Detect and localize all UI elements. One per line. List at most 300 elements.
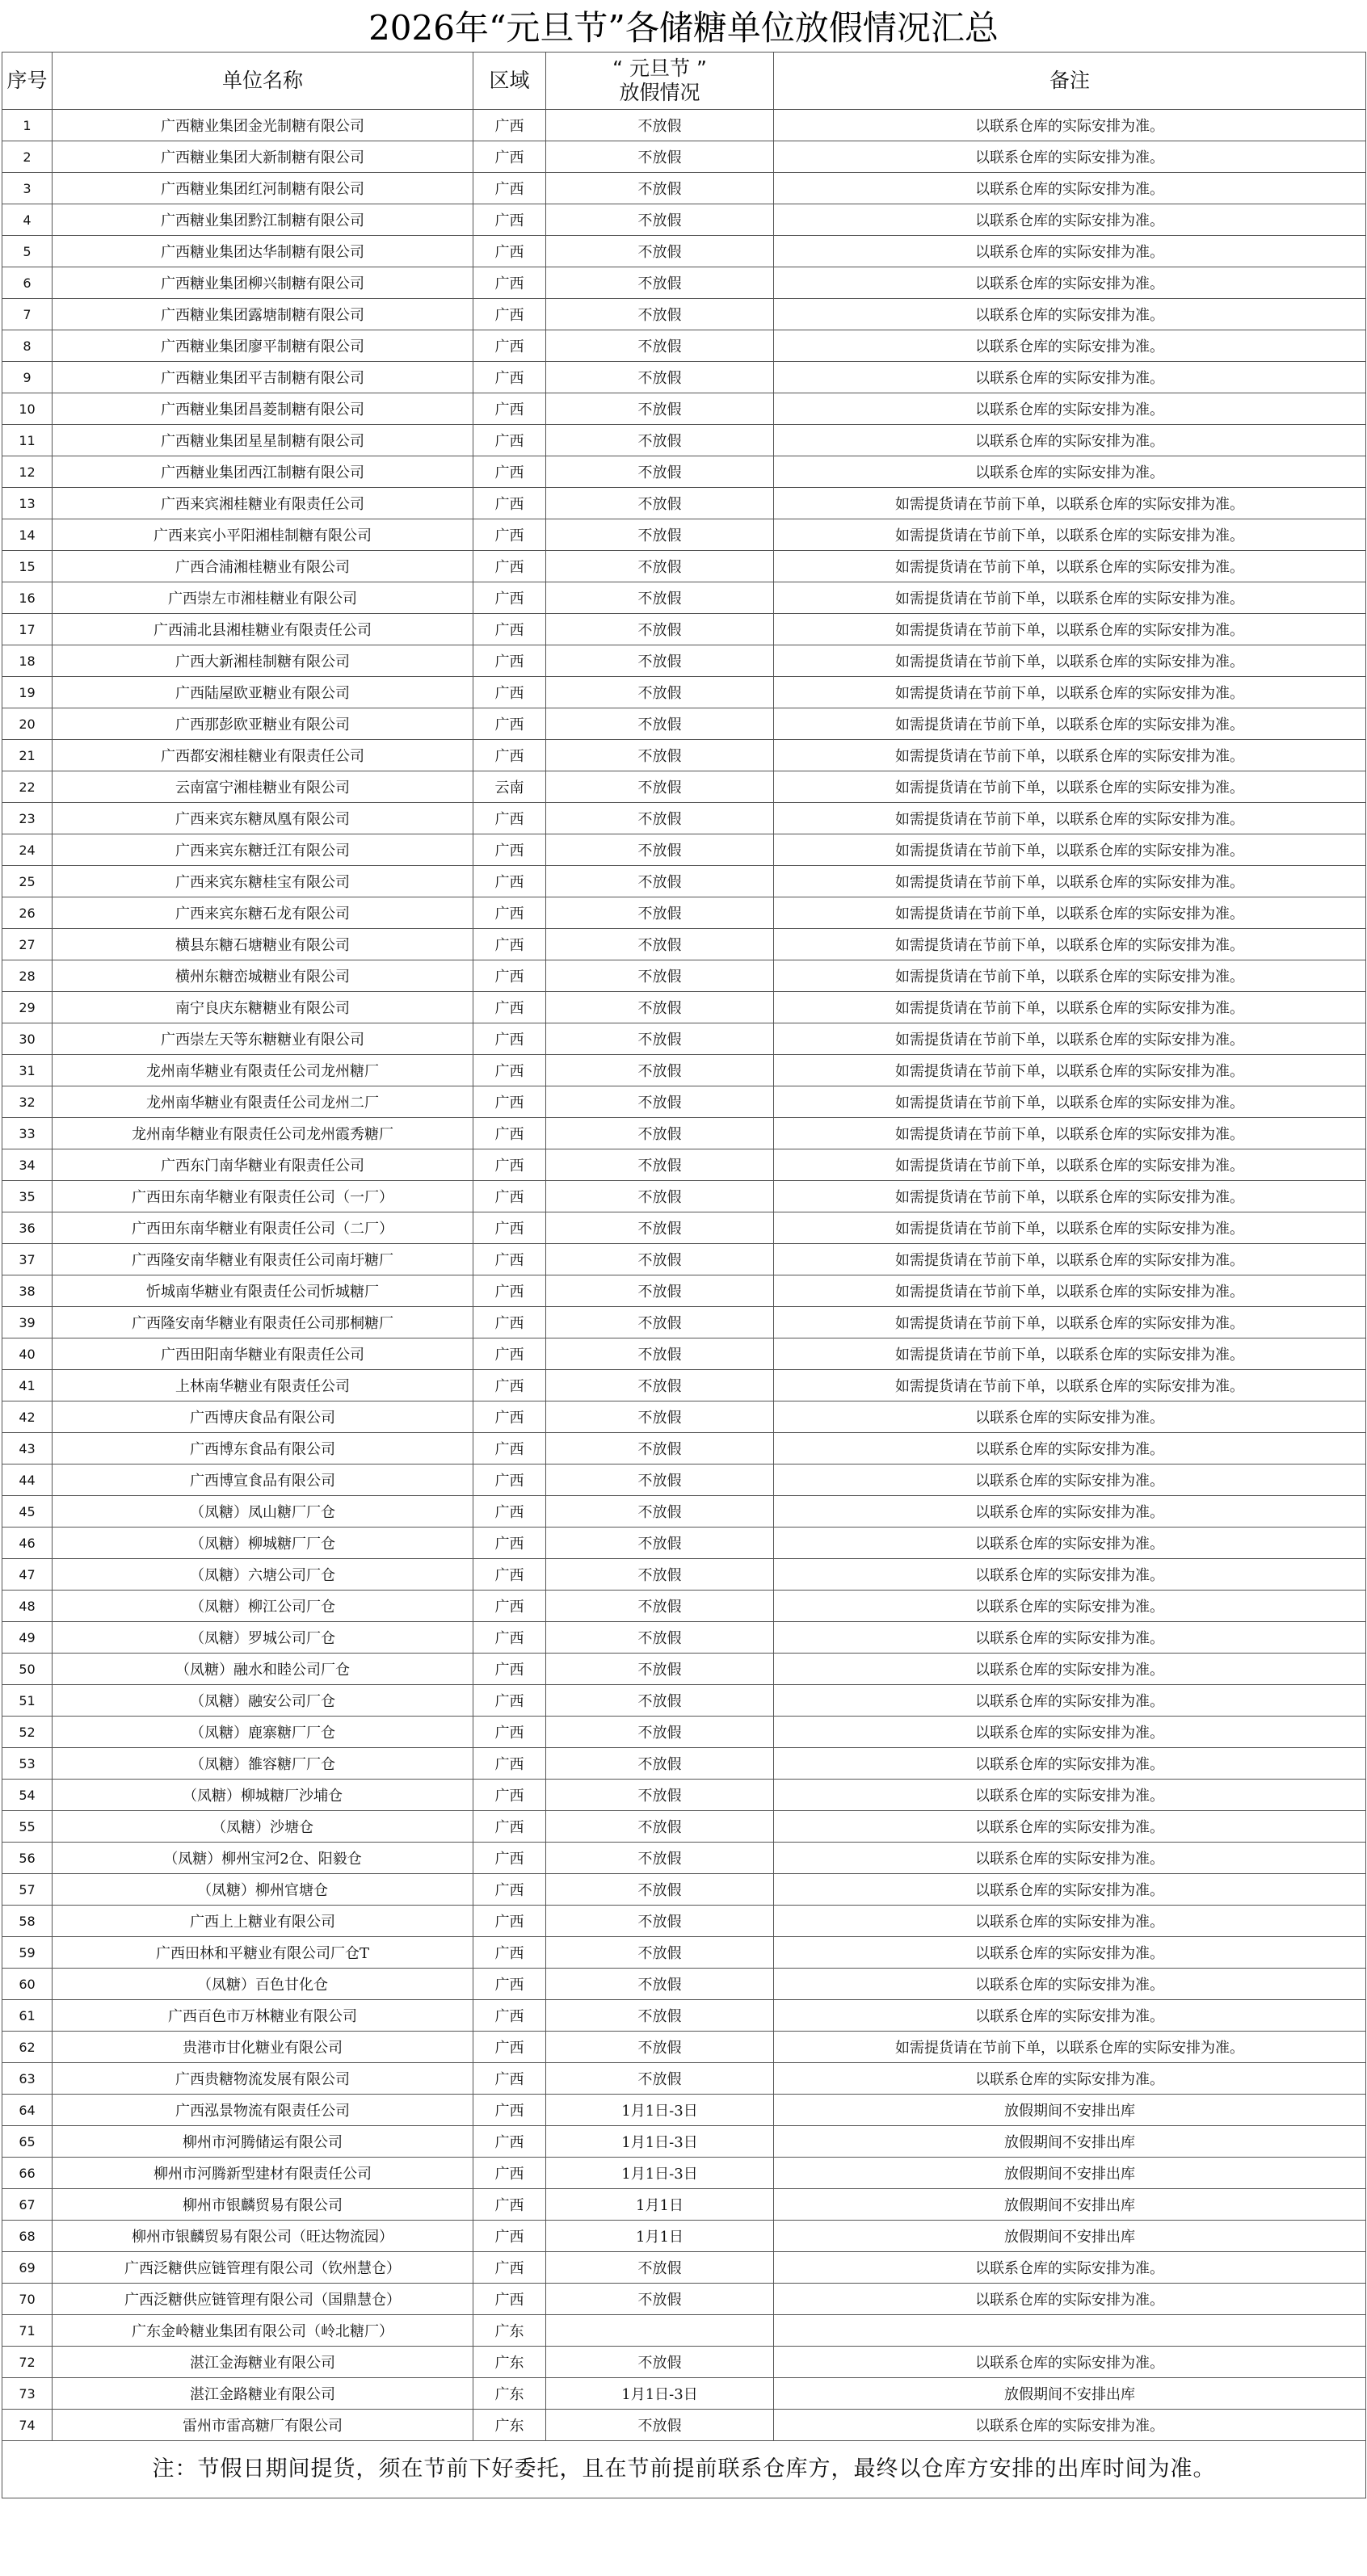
cell-unit-name: 广西贵糖物流发展有限公司 bbox=[53, 2063, 473, 2095]
cell-holiday-status: 不放假 bbox=[546, 1370, 774, 1401]
cell-holiday-status: 不放假 bbox=[546, 771, 774, 803]
cell-region: 广西 bbox=[473, 677, 546, 708]
cell-unit-name: 广西泛糖供应链管理有限公司（钦州慧仓） bbox=[53, 2252, 473, 2284]
cell-region: 广西 bbox=[473, 1969, 546, 2000]
cell-note: 如需提货请在节前下单，以联系仓库的实际安排为准。 bbox=[774, 1023, 1366, 1055]
cell-seq: 15 bbox=[2, 551, 53, 582]
cell-note: 如需提货请在节前下单，以联系仓库的实际安排为准。 bbox=[774, 929, 1366, 960]
cell-unit-name: 龙州南华糖业有限责任公司龙州糖厂 bbox=[53, 1055, 473, 1086]
cell-unit-name: 柳州市河腾储运有限公司 bbox=[53, 2126, 473, 2158]
cell-holiday-status: 不放假 bbox=[546, 1622, 774, 1654]
cell-note: 如需提货请在节前下单，以联系仓库的实际安排为准。 bbox=[774, 1118, 1366, 1149]
cell-holiday-status: 不放假 bbox=[546, 960, 774, 992]
cell-region: 广西 bbox=[473, 2000, 546, 2032]
table-row bbox=[2, 488, 1366, 519]
cell-seq: 72 bbox=[2, 2347, 53, 2378]
cell-seq: 47 bbox=[2, 1559, 53, 1591]
cell-seq: 17 bbox=[2, 614, 53, 645]
cell-note: 如需提货请在节前下单，以联系仓库的实际安排为准。 bbox=[774, 708, 1366, 740]
cell-unit-name: （凤糖）柳江公司厂仓 bbox=[53, 1591, 473, 1622]
table-row bbox=[2, 2189, 1366, 2221]
table-row bbox=[2, 1181, 1366, 1212]
cell-region: 广西 bbox=[473, 645, 546, 677]
cell-region: 广西 bbox=[473, 2189, 546, 2221]
cell-region: 广西 bbox=[473, 1843, 546, 1874]
cell-region: 广西 bbox=[473, 2126, 546, 2158]
cell-note: 以联系仓库的实际安排为准。 bbox=[774, 236, 1366, 267]
cell-holiday-status: 不放假 bbox=[546, 299, 774, 330]
cell-holiday-status: 不放假 bbox=[546, 1811, 774, 1843]
cell-region: 广西 bbox=[473, 708, 546, 740]
cell-holiday-status: 不放假 bbox=[546, 2000, 774, 2032]
table-row bbox=[2, 1275, 1366, 1307]
table-row bbox=[2, 2410, 1366, 2441]
cell-unit-name: 广西来宾东糖迁江有限公司 bbox=[53, 834, 473, 866]
cell-seq: 32 bbox=[2, 1086, 53, 1118]
cell-region: 广西 bbox=[473, 204, 546, 236]
cell-region: 广西 bbox=[473, 1275, 546, 1307]
cell-note: 如需提货请在节前下单，以联系仓库的实际安排为准。 bbox=[774, 960, 1366, 992]
cell-seq: 70 bbox=[2, 2284, 53, 2315]
cell-note: 如需提货请在节前下单，以联系仓库的实际安排为准。 bbox=[774, 1244, 1366, 1275]
cell-unit-name: （凤糖）百色甘化仓 bbox=[53, 1969, 473, 2000]
table-row bbox=[2, 2252, 1366, 2284]
cell-unit-name: 广西糖业集团金光制糖有限公司 bbox=[53, 110, 473, 141]
cell-note: 以联系仓库的实际安排为准。 bbox=[774, 456, 1366, 488]
cell-note: 如需提货请在节前下单，以联系仓库的实际安排为准。 bbox=[774, 1149, 1366, 1181]
cell-unit-name: 广西糖业集团红河制糖有限公司 bbox=[53, 173, 473, 204]
cell-note: 以联系仓库的实际安排为准。 bbox=[774, 1433, 1366, 1464]
cell-region: 广西 bbox=[473, 1496, 546, 1528]
table-row bbox=[2, 1212, 1366, 1244]
cell-unit-name: 湛江金海糖业有限公司 bbox=[53, 2347, 473, 2378]
cell-region: 广西 bbox=[473, 1717, 546, 1748]
cell-holiday-status: 不放假 bbox=[546, 267, 774, 299]
cell-holiday-status: 不放假 bbox=[546, 551, 774, 582]
cell-holiday-status: 不放假 bbox=[546, 456, 774, 488]
cell-region: 广西 bbox=[473, 960, 546, 992]
cell-unit-name: 横州东糖峦城糖业有限公司 bbox=[53, 960, 473, 992]
cell-unit-name: 广西来宾湘桂糖业有限责任公司 bbox=[53, 488, 473, 519]
table-row bbox=[2, 866, 1366, 897]
cell-note: 以联系仓库的实际安排为准。 bbox=[774, 2284, 1366, 2315]
table-row bbox=[2, 1811, 1366, 1843]
table-row bbox=[2, 2221, 1366, 2252]
cell-holiday-status: 不放假 bbox=[546, 519, 774, 551]
cell-region: 广西 bbox=[473, 1591, 546, 1622]
cell-holiday-status: 不放假 bbox=[546, 488, 774, 519]
cell-unit-name: 广西糖业集团平吉制糖有限公司 bbox=[53, 362, 473, 393]
cell-holiday-status: 不放假 bbox=[546, 110, 774, 141]
table-row bbox=[2, 1874, 1366, 1906]
table-row bbox=[2, 2378, 1366, 2410]
table-row bbox=[2, 992, 1366, 1023]
cell-unit-name: 柳州市河腾新型建材有限责任公司 bbox=[53, 2158, 473, 2189]
cell-unit-name: 广西来宾东糖凤凰有限公司 bbox=[53, 803, 473, 834]
cell-holiday-status bbox=[546, 2315, 774, 2347]
cell-region: 广西 bbox=[473, 1181, 546, 1212]
cell-region: 广西 bbox=[473, 1212, 546, 1244]
cell-region: 广西 bbox=[473, 1244, 546, 1275]
cell-note: 以联系仓库的实际安排为准。 bbox=[774, 1748, 1366, 1780]
cell-unit-name: 广西田林和平糖业有限公司厂仓T bbox=[53, 1937, 473, 1969]
cell-unit-name: 广西浦北县湘桂糖业有限责任公司 bbox=[53, 614, 473, 645]
cell-holiday-status: 不放假 bbox=[546, 2347, 774, 2378]
table-row bbox=[2, 1937, 1366, 1969]
cell-region: 广西 bbox=[473, 834, 546, 866]
cell-unit-name: 广西糖业集团柳兴制糖有限公司 bbox=[53, 267, 473, 299]
cell-unit-name: 龙州南华糖业有限责任公司龙州二厂 bbox=[53, 1086, 473, 1118]
cell-note: 如需提货请在节前下单，以联系仓库的实际安排为准。 bbox=[774, 519, 1366, 551]
cell-holiday-status: 不放假 bbox=[546, 1086, 774, 1118]
cell-unit-name: 广西合浦湘桂糖业有限公司 bbox=[53, 551, 473, 582]
cell-unit-name: 广西东门南华糖业有限责任公司 bbox=[53, 1149, 473, 1181]
cell-seq: 58 bbox=[2, 1906, 53, 1937]
cell-seq: 24 bbox=[2, 834, 53, 866]
cell-region: 广西 bbox=[473, 393, 546, 425]
table-row bbox=[2, 1622, 1366, 1654]
cell-note: 以联系仓库的实际安排为准。 bbox=[774, 204, 1366, 236]
cell-holiday-status: 不放假 bbox=[546, 614, 774, 645]
cell-seq: 44 bbox=[2, 1464, 53, 1496]
cell-unit-name: 云南富宁湘桂糖业有限公司 bbox=[53, 771, 473, 803]
cell-seq: 12 bbox=[2, 456, 53, 488]
cell-unit-name: 柳州市银麟贸易有限公司 bbox=[53, 2189, 473, 2221]
cell-seq: 33 bbox=[2, 1118, 53, 1149]
cell-region: 广西 bbox=[473, 1023, 546, 1055]
table-row bbox=[2, 1401, 1366, 1433]
cell-note: 以联系仓库的实际安排为准。 bbox=[774, 173, 1366, 204]
table-row bbox=[2, 141, 1366, 173]
cell-unit-name: 广西泓景物流有限责任公司 bbox=[53, 2095, 473, 2126]
cell-note: 以联系仓库的实际安排为准。 bbox=[774, 330, 1366, 362]
cell-holiday-status: 1月1日-3日 bbox=[546, 2126, 774, 2158]
cell-region: 广西 bbox=[473, 1937, 546, 1969]
cell-note bbox=[774, 2315, 1366, 2347]
table-row bbox=[2, 204, 1366, 236]
cell-holiday-status: 不放假 bbox=[546, 866, 774, 897]
table-row bbox=[2, 1654, 1366, 1685]
table-row bbox=[2, 1685, 1366, 1717]
cell-seq: 22 bbox=[2, 771, 53, 803]
table-row bbox=[2, 519, 1366, 551]
cell-note: 以联系仓库的实际安排为准。 bbox=[774, 1969, 1366, 2000]
cell-unit-name: 广西上上糖业有限公司 bbox=[53, 1906, 473, 1937]
table-row bbox=[2, 2158, 1366, 2189]
cell-holiday-status: 不放假 bbox=[546, 1906, 774, 1937]
cell-note: 放假期间不安排出库 bbox=[774, 2158, 1366, 2189]
cell-holiday-status: 不放假 bbox=[546, 1244, 774, 1275]
header-name: 单位名称 bbox=[53, 53, 473, 110]
table-row bbox=[2, 960, 1366, 992]
cell-seq: 69 bbox=[2, 2252, 53, 2284]
cell-region: 广西 bbox=[473, 267, 546, 299]
cell-region: 广西 bbox=[473, 2032, 546, 2063]
cell-seq: 61 bbox=[2, 2000, 53, 2032]
cell-region: 广西 bbox=[473, 173, 546, 204]
cell-region: 广西 bbox=[473, 582, 546, 614]
cell-seq: 59 bbox=[2, 1937, 53, 1969]
cell-region: 广西 bbox=[473, 2095, 546, 2126]
cell-holiday-status: 不放假 bbox=[546, 1717, 774, 1748]
cell-holiday-status: 不放假 bbox=[546, 1874, 774, 1906]
cell-note: 以联系仓库的实际安排为准。 bbox=[774, 2410, 1366, 2441]
cell-region: 广西 bbox=[473, 1433, 546, 1464]
cell-seq: 53 bbox=[2, 1748, 53, 1780]
cell-unit-name: 广西糖业集团达华制糖有限公司 bbox=[53, 236, 473, 267]
table-row bbox=[2, 2032, 1366, 2063]
cell-unit-name: 贵港市甘化糖业有限公司 bbox=[53, 2032, 473, 2063]
cell-holiday-status: 不放假 bbox=[546, 740, 774, 771]
cell-unit-name: 广西糖业集团昌菱制糖有限公司 bbox=[53, 393, 473, 425]
table-row bbox=[2, 834, 1366, 866]
cell-seq: 39 bbox=[2, 1307, 53, 1338]
cell-note: 以联系仓库的实际安排为准。 bbox=[774, 2347, 1366, 2378]
cell-region: 广西 bbox=[473, 1149, 546, 1181]
cell-unit-name: 广西博东食品有限公司 bbox=[53, 1433, 473, 1464]
cell-region: 广西 bbox=[473, 1906, 546, 1937]
cell-note: 放假期间不安排出库 bbox=[774, 2095, 1366, 2126]
cell-seq: 9 bbox=[2, 362, 53, 393]
cell-region: 广东 bbox=[473, 2347, 546, 2378]
cell-note: 如需提货请在节前下单，以联系仓库的实际安排为准。 bbox=[774, 1212, 1366, 1244]
cell-holiday-status: 不放假 bbox=[546, 330, 774, 362]
table-row bbox=[2, 2000, 1366, 2032]
table-row bbox=[2, 551, 1366, 582]
cell-note: 如需提货请在节前下单，以联系仓库的实际安排为准。 bbox=[774, 771, 1366, 803]
cell-seq: 66 bbox=[2, 2158, 53, 2189]
cell-holiday-status: 不放假 bbox=[546, 1212, 774, 1244]
cell-seq: 2 bbox=[2, 141, 53, 173]
cell-note: 以联系仓库的实际安排为准。 bbox=[774, 1937, 1366, 1969]
cell-holiday-status: 不放假 bbox=[546, 803, 774, 834]
cell-region: 广西 bbox=[473, 362, 546, 393]
cell-unit-name: 广西来宾小平阳湘桂制糖有限公司 bbox=[53, 519, 473, 551]
header-note: 备注 bbox=[774, 53, 1366, 110]
cell-holiday-status: 不放假 bbox=[546, 1118, 774, 1149]
table-row bbox=[2, 708, 1366, 740]
cell-holiday-status: 不放假 bbox=[546, 929, 774, 960]
cell-holiday-status: 不放假 bbox=[546, 1969, 774, 2000]
cell-holiday-status: 不放假 bbox=[546, 393, 774, 425]
cell-holiday-status: 不放假 bbox=[546, 1433, 774, 1464]
cell-region: 广西 bbox=[473, 1622, 546, 1654]
table-row bbox=[2, 803, 1366, 834]
table-row bbox=[2, 330, 1366, 362]
table-row bbox=[2, 771, 1366, 803]
cell-seq: 37 bbox=[2, 1244, 53, 1275]
cell-seq: 62 bbox=[2, 2032, 53, 2063]
cell-seq: 18 bbox=[2, 645, 53, 677]
cell-unit-name: 广西崇左市湘桂糖业有限公司 bbox=[53, 582, 473, 614]
table-row bbox=[2, 1307, 1366, 1338]
cell-note: 以联系仓库的实际安排为准。 bbox=[774, 2252, 1366, 2284]
cell-unit-name: 湛江金路糖业有限公司 bbox=[53, 2378, 473, 2410]
cell-note: 如需提货请在节前下单，以联系仓库的实际安排为准。 bbox=[774, 1307, 1366, 1338]
cell-region: 广西 bbox=[473, 614, 546, 645]
cell-note: 如需提货请在节前下单，以联系仓库的实际安排为准。 bbox=[774, 992, 1366, 1023]
cell-holiday-status: 不放假 bbox=[546, 677, 774, 708]
cell-note: 以联系仓库的实际安排为准。 bbox=[774, 1811, 1366, 1843]
cell-seq: 30 bbox=[2, 1023, 53, 1055]
cell-holiday-status: 不放假 bbox=[546, 2252, 774, 2284]
cell-region: 广西 bbox=[473, 803, 546, 834]
cell-unit-name: 雷州市雷高糖厂有限公司 bbox=[53, 2410, 473, 2441]
table-row bbox=[2, 267, 1366, 299]
cell-region: 广西 bbox=[473, 1338, 546, 1370]
cell-holiday-status: 不放假 bbox=[546, 362, 774, 393]
cell-note: 如需提货请在节前下单，以联系仓库的实际安排为准。 bbox=[774, 897, 1366, 929]
cell-holiday-status: 1月1日-3日 bbox=[546, 2158, 774, 2189]
cell-seq: 50 bbox=[2, 1654, 53, 1685]
cell-unit-name: 广东金岭糖业集团有限公司（岭北糖厂） bbox=[53, 2315, 473, 2347]
cell-unit-name: 广西田东南华糖业有限责任公司（二厂） bbox=[53, 1212, 473, 1244]
cell-note: 以联系仓库的实际安排为准。 bbox=[774, 1622, 1366, 1654]
cell-region: 广西 bbox=[473, 1685, 546, 1717]
sheet-title: 2026年“元旦节”各储糖单位放假情况汇总 bbox=[368, 8, 999, 48]
table-row bbox=[2, 1370, 1366, 1401]
cell-seq: 19 bbox=[2, 677, 53, 708]
cell-note: 如需提货请在节前下单，以联系仓库的实际安排为准。 bbox=[774, 740, 1366, 771]
cell-seq: 64 bbox=[2, 2095, 53, 2126]
cell-seq: 31 bbox=[2, 1055, 53, 1086]
cell-holiday-status: 不放假 bbox=[546, 2284, 774, 2315]
cell-holiday-status: 不放假 bbox=[546, 1654, 774, 1685]
cell-seq: 26 bbox=[2, 897, 53, 929]
cell-unit-name: 龙州南华糖业有限责任公司龙州霞秀糖厂 bbox=[53, 1118, 473, 1149]
cell-note: 以联系仓库的实际安排为准。 bbox=[774, 393, 1366, 425]
table-row bbox=[2, 362, 1366, 393]
cell-unit-name: 广西糖业集团露塘制糖有限公司 bbox=[53, 299, 473, 330]
cell-region: 广西 bbox=[473, 2284, 546, 2315]
cell-holiday-status: 不放假 bbox=[546, 2063, 774, 2095]
cell-note: 以联系仓库的实际安排为准。 bbox=[774, 2063, 1366, 2095]
cell-note: 以联系仓库的实际安排为准。 bbox=[774, 141, 1366, 173]
cell-seq: 35 bbox=[2, 1181, 53, 1212]
cell-holiday-status: 不放假 bbox=[546, 1559, 774, 1591]
cell-holiday-status: 不放假 bbox=[546, 645, 774, 677]
cell-seq: 56 bbox=[2, 1843, 53, 1874]
header-seq: 序号 bbox=[2, 53, 53, 110]
table-row bbox=[2, 1118, 1366, 1149]
cell-note: 如需提货请在节前下单，以联系仓库的实际安排为准。 bbox=[774, 1086, 1366, 1118]
cell-note: 以联系仓库的实际安排为准。 bbox=[774, 1717, 1366, 1748]
cell-note: 如需提货请在节前下单，以联系仓库的实际安排为准。 bbox=[774, 677, 1366, 708]
cell-region: 广西 bbox=[473, 2063, 546, 2095]
cell-seq: 49 bbox=[2, 1622, 53, 1654]
cell-region: 广西 bbox=[473, 1780, 546, 1811]
cell-note: 放假期间不安排出库 bbox=[774, 2221, 1366, 2252]
cell-holiday-status: 不放假 bbox=[546, 1685, 774, 1717]
table-row bbox=[2, 299, 1366, 330]
cell-holiday-status: 不放假 bbox=[546, 1591, 774, 1622]
cell-unit-name: 横县东糖石塘糖业有限公司 bbox=[53, 929, 473, 960]
cell-unit-name: （凤糖）柳州官塘仓 bbox=[53, 1874, 473, 1906]
cell-unit-name: 忻城南华糖业有限责任公司忻城糖厂 bbox=[53, 1275, 473, 1307]
cell-unit-name: 广西糖业集团星星制糖有限公司 bbox=[53, 425, 473, 456]
cell-seq: 28 bbox=[2, 960, 53, 992]
table-row bbox=[2, 1149, 1366, 1181]
cell-note: 如需提货请在节前下单，以联系仓库的实际安排为准。 bbox=[774, 1370, 1366, 1401]
cell-region: 广西 bbox=[473, 2252, 546, 2284]
cell-unit-name: 广西泛糖供应链管理有限公司（国鼎慧仓） bbox=[53, 2284, 473, 2315]
cell-seq: 20 bbox=[2, 708, 53, 740]
table-row bbox=[2, 1338, 1366, 1370]
cell-region: 广西 bbox=[473, 1401, 546, 1433]
cell-region: 广西 bbox=[473, 1307, 546, 1338]
cell-holiday-status: 不放假 bbox=[546, 1464, 774, 1496]
cell-holiday-status: 1月1日-3日 bbox=[546, 2378, 774, 2410]
cell-seq: 21 bbox=[2, 740, 53, 771]
cell-holiday-status: 不放假 bbox=[546, 1748, 774, 1780]
cell-region: 广西 bbox=[473, 110, 546, 141]
cell-note: 如需提货请在节前下单，以联系仓库的实际安排为准。 bbox=[774, 803, 1366, 834]
cell-unit-name: （凤糖）柳城糖厂沙埔仓 bbox=[53, 1780, 473, 1811]
cell-unit-name: 广西那彭欧亚糖业有限公司 bbox=[53, 708, 473, 740]
cell-unit-name: 广西博宣食品有限公司 bbox=[53, 1464, 473, 1496]
cell-seq: 38 bbox=[2, 1275, 53, 1307]
table-body bbox=[2, 110, 1366, 2441]
cell-seq: 7 bbox=[2, 299, 53, 330]
cell-holiday-status: 不放假 bbox=[546, 173, 774, 204]
cell-note: 如需提货请在节前下单，以联系仓库的实际安排为准。 bbox=[774, 551, 1366, 582]
cell-unit-name: 广西田阳南华糖业有限责任公司 bbox=[53, 1338, 473, 1370]
cell-seq: 25 bbox=[2, 866, 53, 897]
table-row bbox=[2, 929, 1366, 960]
cell-unit-name: 上林南华糖业有限责任公司 bbox=[53, 1370, 473, 1401]
cell-region: 广西 bbox=[473, 330, 546, 362]
cell-unit-name: 广西田东南华糖业有限责任公司（一厂） bbox=[53, 1181, 473, 1212]
cell-region: 广西 bbox=[473, 299, 546, 330]
cell-region: 广西 bbox=[473, 551, 546, 582]
cell-note: 以联系仓库的实际安排为准。 bbox=[774, 425, 1366, 456]
cell-region: 广西 bbox=[473, 1559, 546, 1591]
cell-note: 如需提货请在节前下单，以联系仓库的实际安排为准。 bbox=[774, 866, 1366, 897]
table-row bbox=[2, 1559, 1366, 1591]
cell-unit-name: 广西隆安南华糖业有限责任公司南圩糖厂 bbox=[53, 1244, 473, 1275]
cell-region: 广西 bbox=[473, 488, 546, 519]
cell-region: 广西 bbox=[473, 740, 546, 771]
cell-seq: 8 bbox=[2, 330, 53, 362]
cell-seq: 5 bbox=[2, 236, 53, 267]
cell-holiday-status: 不放假 bbox=[546, 1023, 774, 1055]
cell-holiday-status: 1月1日 bbox=[546, 2189, 774, 2221]
table-row bbox=[2, 1023, 1366, 1055]
cell-region: 广西 bbox=[473, 1055, 546, 1086]
header-status: “ 元旦节 ” 放假情况 bbox=[546, 53, 774, 110]
cell-holiday-status: 不放假 bbox=[546, 204, 774, 236]
cell-note: 以联系仓库的实际安排为准。 bbox=[774, 299, 1366, 330]
table-row bbox=[2, 740, 1366, 771]
cell-note: 如需提货请在节前下单，以联系仓库的实际安排为准。 bbox=[774, 614, 1366, 645]
cell-holiday-status: 不放假 bbox=[546, 1780, 774, 1811]
cell-region: 广西 bbox=[473, 1370, 546, 1401]
cell-holiday-status: 不放假 bbox=[546, 992, 774, 1023]
cell-seq: 29 bbox=[2, 992, 53, 1023]
table-row bbox=[2, 1748, 1366, 1780]
cell-note: 如需提货请在节前下单，以联系仓库的实际安排为准。 bbox=[774, 1338, 1366, 1370]
header-region: 区域 bbox=[473, 53, 546, 110]
cell-seq: 60 bbox=[2, 1969, 53, 2000]
cell-seq: 23 bbox=[2, 803, 53, 834]
table-row bbox=[2, 2126, 1366, 2158]
cell-note: 以联系仓库的实际安排为准。 bbox=[774, 362, 1366, 393]
table-row bbox=[2, 897, 1366, 929]
cell-unit-name: （凤糖）鹿寨糖厂厂仓 bbox=[53, 1717, 473, 1748]
cell-note: 如需提货请在节前下单，以联系仓库的实际安排为准。 bbox=[774, 2032, 1366, 2063]
cell-holiday-status: 不放假 bbox=[546, 1338, 774, 1370]
cell-note: 以联系仓库的实际安排为准。 bbox=[774, 1685, 1366, 1717]
